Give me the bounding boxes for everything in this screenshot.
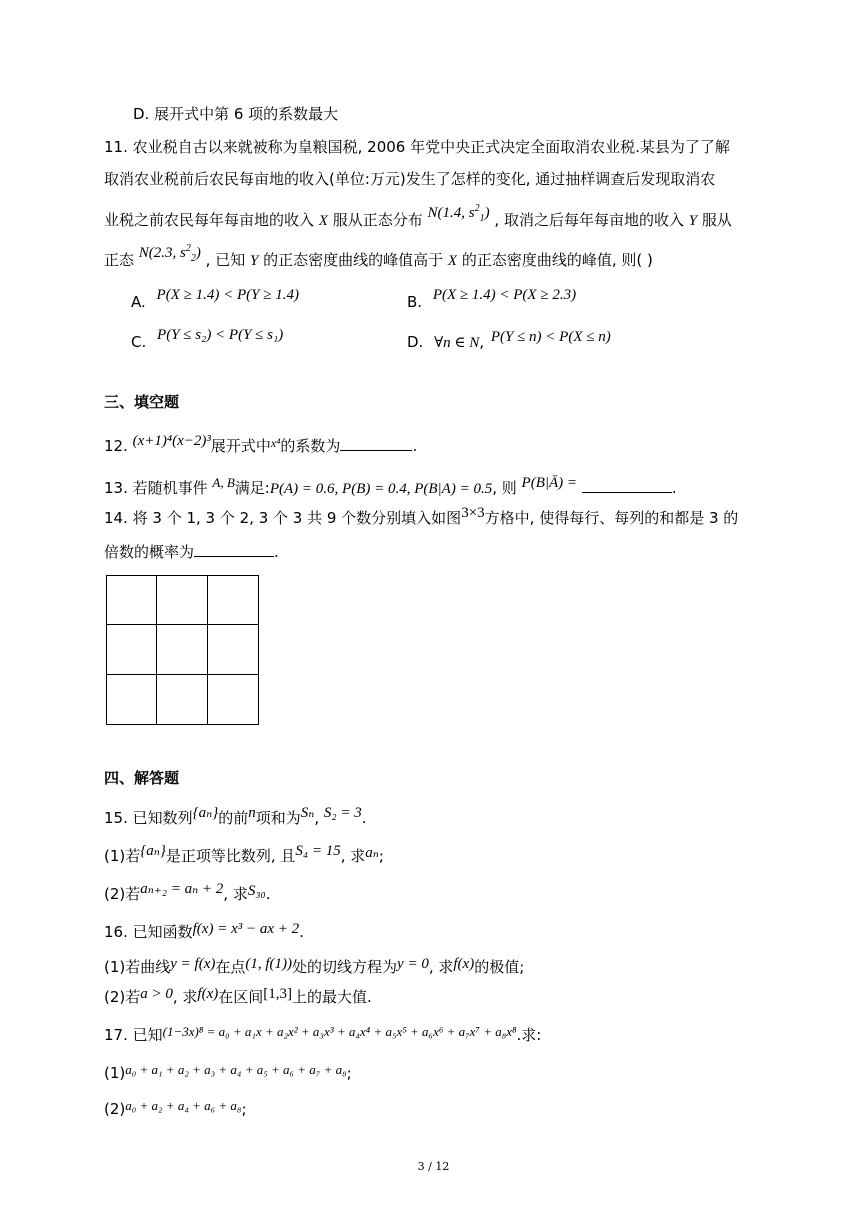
q12-x4: x⁴ xyxy=(270,436,281,450)
q16-fx: f(x) xyxy=(197,986,219,1002)
q11-dist-x-main: N(1.4, s xyxy=(427,205,475,221)
q16-line-1 xyxy=(104,922,304,943)
q11-var-x: X xyxy=(447,253,458,269)
q15-s4: S₄ = 15 xyxy=(295,843,341,859)
q16-text: 在区间 xyxy=(218,988,264,1006)
q15-sn: Sₙ xyxy=(300,805,315,821)
q16-part-2 xyxy=(104,987,372,1008)
q14-grid xyxy=(106,575,259,725)
q13 xyxy=(104,475,677,499)
page-number: 3 / 12 xyxy=(417,1160,450,1173)
q16-text: 的极值; xyxy=(474,958,525,976)
q12-end: . xyxy=(412,437,418,455)
q11-dist-x-sub: 1 xyxy=(479,213,485,224)
q11-text: 的正态密度曲线的峰值, 则( ) xyxy=(461,251,653,269)
q17-text: (2) xyxy=(104,1100,126,1118)
q12-text: 的系数为 xyxy=(280,437,341,455)
q15-text: . xyxy=(265,885,271,903)
q11-option-c xyxy=(131,327,284,353)
q17-expansion: (1−3x)⁸ = a₀ + a₁x + a₂x² + a₃x³ + a₄x⁴ + a₅x⁵ + a₆x⁶ + a₇x⁷ + a₈x⁸ xyxy=(162,1024,517,1039)
grid-cell xyxy=(107,675,157,724)
option-expr: P(X ≥ 1.4) < P(X ≥ 2.3) xyxy=(432,287,577,303)
option-expr: P(Y ≤ n) < P(X ≤ n) xyxy=(490,329,611,345)
q17-text: .求: xyxy=(516,1026,542,1044)
option-quantifier: ∀n ∈ N xyxy=(434,335,480,351)
q16-curve: y = f(x) xyxy=(170,956,216,972)
q16-part-1 xyxy=(104,957,524,978)
q13-events: A, B xyxy=(212,475,235,490)
q11-dist-y-close: ) xyxy=(195,245,201,261)
q17-line-1 xyxy=(104,1025,541,1046)
q16-text: 16. 已知函数 xyxy=(104,923,193,941)
q16-text: 在点 xyxy=(215,958,246,976)
grid-cell xyxy=(208,576,258,625)
q11-dist-x-close: ) xyxy=(484,205,490,221)
q16-text: . xyxy=(299,923,304,941)
q12-expr: (x+1)⁴(x−2)³ xyxy=(132,433,211,449)
q15-text: , xyxy=(314,809,320,827)
q11-var-x: X xyxy=(318,213,328,229)
q16-text: (2)若 xyxy=(104,988,141,1006)
option-label: D. xyxy=(407,333,424,351)
q11-dist-y-sub: 2 xyxy=(190,253,196,264)
q11-line-4 xyxy=(104,243,653,271)
option-label: B. xyxy=(407,293,423,311)
q16-point: (1, f(1)) xyxy=(245,956,293,972)
q16-text: 处的切线方程为 xyxy=(292,958,398,976)
q13-text: , 则 xyxy=(492,479,517,497)
q11-line-1: 11. 农业税自古以来就被称为皇粮国税, 2006 年党中央正式决定全面取消农业税.某县为了了解 xyxy=(104,138,730,156)
q15-text: , 求 xyxy=(223,885,248,903)
grid-cell xyxy=(157,576,207,625)
q11-text: 服从 xyxy=(701,211,732,229)
q15-seq: {aₙ} xyxy=(192,805,219,821)
q15-seq: {aₙ} xyxy=(140,843,166,859)
q13-answer-blank[interactable] xyxy=(582,478,672,493)
q16-text: (1)若曲线 xyxy=(104,958,171,976)
grid-cell xyxy=(107,576,157,625)
q15-an: aₙ xyxy=(365,845,379,861)
grid-cell xyxy=(107,625,157,674)
q16-interval: [1,3] xyxy=(263,986,293,1002)
q14-text: 倍数的概率为 xyxy=(104,543,195,561)
q11-dist-y-sup: 2 xyxy=(185,243,191,254)
q17-sum-all: a₀ + a₁ + a₂ + a₃ + a₄ + a₅ + a₆ + a₇ + a₈ xyxy=(125,1062,347,1077)
section-4-title: 四、解答题 xyxy=(104,769,180,787)
q11-text: 业税之前农民每年每亩地的收入 xyxy=(104,211,315,229)
q13-text: 满足: xyxy=(234,479,270,497)
q14-text: 14. 将 3 个 1, 3 个 2, 3 个 3 共 9 个数分别填入如图 xyxy=(104,509,462,527)
q13-end: . xyxy=(671,479,677,497)
section-3-title: 三、填空题 xyxy=(104,393,180,411)
q14-end: . xyxy=(274,543,279,561)
q15-text: (1)若 xyxy=(104,847,141,865)
q11-line-3 xyxy=(104,203,732,231)
q11-dist-x xyxy=(427,203,490,224)
q17-part-1 xyxy=(104,1063,352,1084)
option-label: C. xyxy=(131,333,147,351)
q11-dist-y xyxy=(138,243,201,264)
q16-text: , 求 xyxy=(428,958,454,976)
q15-text: 的前 xyxy=(218,809,249,827)
option-expr: P(Y ≤ s₂) < P(Y ≤ s₁) xyxy=(157,327,284,343)
grid-cell xyxy=(157,675,207,724)
q17-sum-even: a₀ + a₂ + a₄ + a₆ + a₈ xyxy=(125,1098,242,1113)
q15-text: 是正项等比数列, 且 xyxy=(165,847,296,865)
q15-recurrence: aₙ₊₂ = aₙ + 2 xyxy=(140,881,224,897)
q15-s2: S₂ = 3 xyxy=(323,805,362,821)
q17-text: ; xyxy=(241,1100,247,1118)
q11-text: , 已知 xyxy=(205,251,246,269)
q10-option-d: D. 展开式中第 6 项的系数最大 xyxy=(133,105,339,123)
q15-text: , 求 xyxy=(340,847,366,865)
q11-option-d: D. ∀n ∈ N, P(Y ≤ n) < P(X ≤ n) xyxy=(407,329,611,351)
q12 xyxy=(104,433,418,457)
q15-n: n xyxy=(248,805,256,821)
q15-s30: S₃₀ xyxy=(247,883,266,899)
q16-tangent: y = 0 xyxy=(397,956,429,972)
q11-option-a xyxy=(131,287,299,313)
q15-text: 15. 已知数列 xyxy=(104,809,193,827)
q11-text: 服从正态分布 xyxy=(332,211,423,229)
q11-option-b xyxy=(407,287,577,313)
q11-text: , 取消之后每年每亩地的收入 xyxy=(494,211,684,229)
q13-condition: P(A) = 0.6, P(B) = 0.4, P(B|A) = 0.5 xyxy=(269,481,493,497)
grid-cell xyxy=(157,625,207,674)
q11-var-y: Y xyxy=(688,213,698,229)
q12-answer-blank[interactable] xyxy=(340,436,412,451)
q14-grid-size: 3×3 xyxy=(461,505,485,521)
q11-dist-y-main: N(2.3, s xyxy=(138,245,186,261)
q16-text: 上的最大值. xyxy=(292,988,372,1006)
q16-function: f(x) = x³ − ax + 2 xyxy=(192,921,300,937)
q17-text: (1) xyxy=(104,1064,126,1082)
option-expr: P(X ≥ 1.4) < P(Y ≥ 1.4) xyxy=(156,287,299,303)
q12-text: 展开式中 xyxy=(210,437,271,455)
q11-line-2: 取消农业税前后农民每亩地的收入(单位:万元)发生了怎样的变化, 通过抽样调查后发现取消农 xyxy=(104,170,716,188)
q12-num: 12. xyxy=(104,437,128,455)
q15-part-1 xyxy=(104,843,384,867)
option-label: A. xyxy=(131,293,146,311)
q11-var-y: Y xyxy=(250,253,259,269)
q16-fx: f(x) xyxy=(453,956,475,972)
q17-text: ; xyxy=(346,1064,352,1082)
q14-line-2 xyxy=(104,542,279,562)
q13-num: 13. 若随机事件 xyxy=(104,479,208,497)
q15-line-1 xyxy=(104,805,367,829)
q14-line-1 xyxy=(104,505,739,529)
q13-ask: P(B|Ā) = xyxy=(521,475,578,491)
q11-dist-x-sup: 2 xyxy=(474,203,480,214)
q11-text: 的正态密度曲线的峰值高于 xyxy=(263,251,444,269)
q15-text: ; xyxy=(378,847,384,865)
q14-answer-blank[interactable] xyxy=(194,542,274,557)
q15-text: . xyxy=(361,809,367,827)
q17-part-2 xyxy=(104,1099,247,1120)
q15-text: 项和为 xyxy=(255,809,301,827)
q15-part-2 xyxy=(104,881,271,905)
q17-text: 17. 已知 xyxy=(104,1026,163,1044)
q16-a-positive: a > 0 xyxy=(140,986,173,1002)
q16-text: , 求 xyxy=(172,988,198,1006)
q14-text: 方格中, 使得每行、每列的和都是 3 的 xyxy=(484,509,739,527)
q15-text: (2)若 xyxy=(104,885,141,903)
grid-cell xyxy=(208,625,258,674)
q11-text: 正态 xyxy=(104,251,135,269)
grid-cell xyxy=(208,675,258,724)
